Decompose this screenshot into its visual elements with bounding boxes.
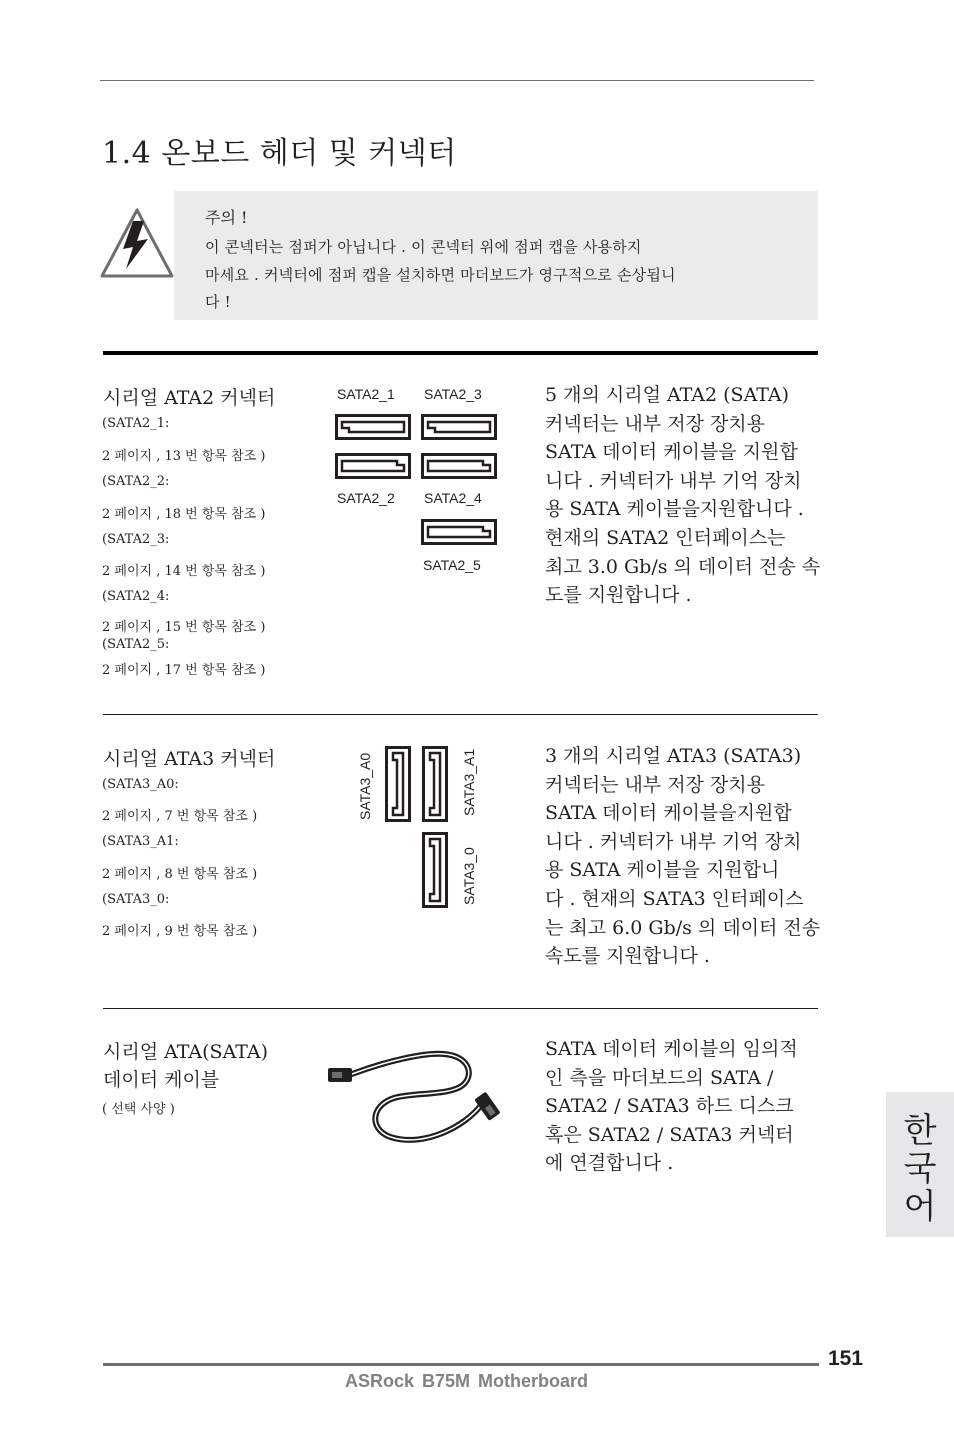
sata3-0-label: SATA3_0 — [461, 847, 477, 905]
sata2-5-label: SATA2_5 — [423, 557, 481, 573]
sata2-1-connector — [335, 414, 411, 440]
desc-line: 인 측을 마더보드의 SATA / — [545, 1066, 774, 1089]
desc-line: 커넥터는 내부 저장 장치용 — [545, 412, 766, 435]
sata2-4-label: SATA2_4 — [424, 490, 482, 506]
desc-line: 최고 3.0 Gb/s 의 데이터 전송 속 — [545, 555, 821, 578]
sata3-a0-label: SATA3_A0 — [357, 752, 373, 820]
desc-line: 현재의 SATA2 인터페이스는 — [545, 526, 786, 549]
sata2-1-label: SATA2_1 — [337, 386, 395, 402]
desc-line: 커넥터는 내부 저장 장치용 — [545, 773, 766, 796]
sata2-desc — [545, 381, 820, 610]
desc-line: 니다 . 커넥터가 내부 기억 장치 — [545, 830, 802, 853]
desc-line: SATA2 / SATA3 하드 디스크 — [545, 1095, 794, 1118]
cable-desc — [545, 1035, 798, 1178]
sata2-ref: 2 페이지 , 17 번 항목 참조 ) — [102, 663, 266, 678]
section-title: 1.4 온보드 헤더 및 커넥터 — [102, 136, 457, 171]
sata2-ref: 2 페이지 , 15 번 항목 참조 ) — [102, 620, 266, 635]
sata2-4-connector — [421, 453, 497, 479]
language-tab-label: 한국어 — [903, 1111, 937, 1227]
top-rule — [100, 80, 814, 81]
sata2-ref: (SATA2_5: — [102, 637, 170, 652]
desc-line: 용 SATA 케이블을 지원합니 — [545, 859, 780, 882]
sata2-5-connector — [421, 519, 497, 545]
sata3-desc — [545, 742, 820, 971]
sata3-a1-connector — [422, 746, 448, 822]
warning-lightning-icon — [100, 207, 174, 279]
caution-heading: 주의 ! — [205, 208, 248, 227]
sata3-title: 시리얼 ATA3 커넥터 — [103, 748, 276, 770]
desc-line: 다 . 현재의 SATA3 인터페이스 — [545, 887, 804, 910]
sata2-3-label: SATA2_3 — [424, 386, 482, 402]
footer-text: ASRock B75M Motherboard — [345, 1371, 589, 1391]
sata2-ref: (SATA2_2: — [102, 474, 170, 489]
desc-line: 는 최고 6.0 Gb/s 의 데이터 전송 — [545, 916, 821, 939]
section-divider — [103, 1008, 818, 1009]
footer-rule — [103, 1363, 819, 1366]
cable-note: ( 선택 사양 ) — [102, 1102, 175, 1117]
cable-title: 데이터 케이블 — [103, 1069, 220, 1091]
sata3-ref: 2 페이지 , 7 번 항목 참조 ) — [102, 809, 258, 824]
sata3-a0-connector — [385, 746, 411, 822]
sata3-ref: 2 페이지 , 8 번 항목 참조 ) — [102, 867, 258, 882]
desc-line: SATA 데이터 케이블을지원합 — [545, 802, 792, 825]
desc-line: 속도를 지원합니다 . — [545, 945, 710, 968]
sata2-title: 시리얼 ATA2 커넥터 — [103, 387, 276, 409]
desc-line: 3 개의 시리얼 ATA3 (SATA3) — [545, 745, 802, 767]
sata2-ref: (SATA2_3: — [102, 532, 170, 547]
desc-line: SATA 데이터 케이블을 지원합 — [545, 441, 798, 464]
sata-cable-image — [324, 1048, 506, 1150]
desc-line: 니다 . 커넥터가 내부 기억 장치 — [545, 469, 802, 492]
section-divider — [103, 714, 818, 715]
sata2-2-label: SATA2_2 — [337, 490, 395, 506]
sata2-ref: 2 페이지 , 14 번 항목 참조 ) — [102, 564, 266, 579]
sata2-ref: (SATA2_1: — [102, 416, 170, 431]
page-number: 151 — [828, 1347, 864, 1370]
desc-line: 에 연결합니다 . — [545, 1152, 674, 1175]
sata3-0-connector — [422, 832, 448, 908]
sata3-a1-label: SATA3_A1 — [461, 748, 477, 816]
sata3-ref: (SATA3_A0: — [102, 777, 179, 792]
sata3-ref: (SATA3_A1: — [102, 834, 179, 849]
caution-line: 이 콘넥터는 점퍼가 아닙니다 . 이 콘넥터 위에 점퍼 캡을 사용하지 — [205, 238, 642, 256]
sata2-ref: (SATA2_4: — [102, 589, 170, 604]
desc-line: 도를 지원합니다 . — [545, 584, 692, 607]
caution-line: 다 ! — [205, 293, 231, 311]
sata3-ref: (SATA3_0: — [102, 892, 170, 907]
caution-line: 마세요 . 커넥터에 점퍼 캡을 설치하면 마더보드가 영구적으로 손상됩니 — [205, 266, 676, 284]
cable-title: 시리얼 ATA(SATA) — [103, 1041, 269, 1063]
desc-line: 5 개의 시리얼 ATA2 (SATA) — [545, 384, 790, 406]
section-divider — [103, 351, 818, 355]
sata2-2-connector — [335, 453, 411, 479]
sata2-3-connector — [421, 414, 497, 440]
desc-line: SATA 데이터 케이블의 임의적 — [545, 1038, 798, 1060]
sata2-ref: 2 페이지 , 13 번 항목 참조 ) — [102, 449, 266, 464]
desc-line: 혹은 SATA2 / SATA3 커넥터 — [545, 1123, 794, 1146]
sata2-ref: 2 페이지 , 18 번 항목 참조 ) — [102, 507, 266, 522]
sata3-ref: 2 페이지 , 9 번 항목 참조 ) — [102, 924, 258, 939]
desc-line: 용 SATA 케이블을지원합니다 . — [545, 498, 804, 521]
